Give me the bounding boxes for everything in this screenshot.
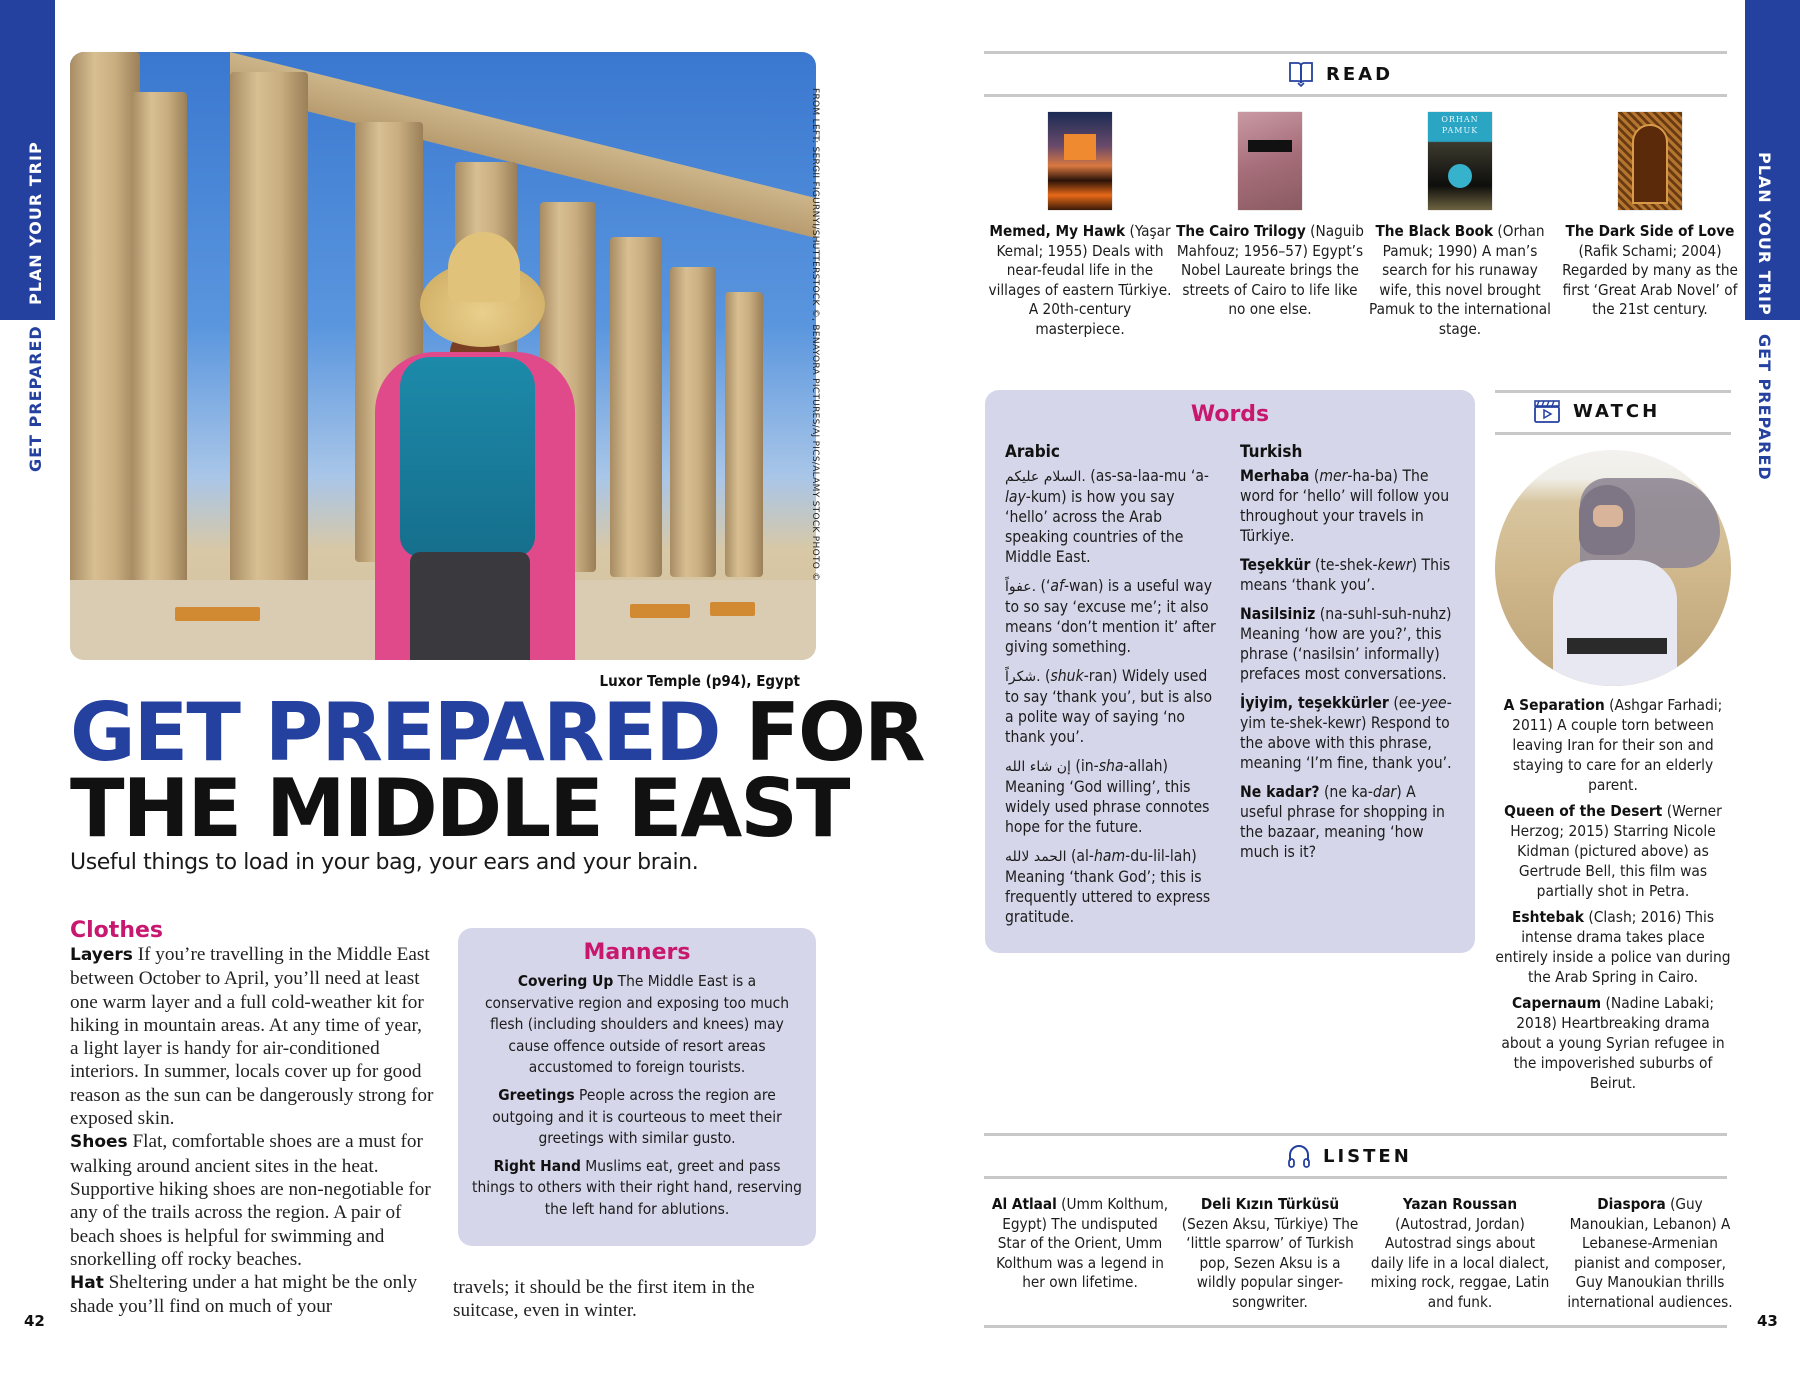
phrase-text: ) This means ‘thank you’. [1240, 556, 1451, 594]
book-desc: Regarded by many as the first ‘Great Arab Novel’ of the 21st century. [1562, 261, 1738, 319]
book-cover [1618, 112, 1682, 210]
manners-heading: Manners [583, 940, 691, 965]
clothes-term: Shoes [70, 1132, 128, 1153]
arabic-entries [1005, 466, 1220, 927]
album-item [1365, 1195, 1555, 1313]
watch-heading: WATCH [1573, 400, 1661, 422]
album-title: Diaspora [1597, 1195, 1666, 1213]
phrase-text: (as-sa-laa-mu ‘a- [1085, 467, 1209, 485]
phrase-stress: kewr [1377, 556, 1412, 574]
divider [984, 94, 1727, 97]
divider [984, 1133, 1727, 1136]
divider [984, 1325, 1727, 1328]
book-cover-text: ORHAN PAMUK [1441, 115, 1479, 135]
film-item [1495, 801, 1731, 901]
manners-text: People across the region are outgoing and it is courteous to meet their greetings with similar gusto. [492, 1085, 782, 1148]
turkish-column [1240, 442, 1462, 871]
phrase-text: (‘ [1036, 577, 1051, 595]
phrase-native: السلام عليكم. [1005, 469, 1086, 485]
clothes-term: Layers [70, 945, 133, 965]
phrase-native: شكراً. [1005, 669, 1041, 685]
film-title: A Separation [1503, 696, 1605, 714]
phrase-text: ) A useful phrase for shopping in the bazaar, meaning ‘how much is it? [1240, 783, 1445, 861]
phrase-text: -wan) is a useful way to so say ‘excuse me’; it also means ‘don’t mention it’ after giving something. [1005, 577, 1216, 656]
book-meta: (Naguib Mahfouz; 1956–57) [1176, 222, 1364, 260]
clothes-heading: Clothes [70, 918, 163, 943]
film-desc: (Ashgar Farhadi; 2011) A couple torn between leaving Iran for their son and staying to care for an elderly parent. [1512, 696, 1723, 794]
phrase-entry [1005, 466, 1220, 567]
divider [1495, 432, 1731, 435]
book-item [1365, 110, 1555, 340]
book-title: The Dark Side of Love [1565, 222, 1735, 240]
film-title: Capernaum [1511, 994, 1602, 1012]
clothes-text: Flat, comfortable shoes are a must for walking around ancient sites in the heat. Supportive hiking shoes are non-negotiable for any of the trails across the region. A pair of beach shoes is helpful for swimming and snorkelling off rocky beaches. [70, 1131, 431, 1270]
album-title: Deli Kızın Türküsü [1200, 1195, 1340, 1213]
manners-term: Right Hand [493, 1156, 581, 1175]
queen-of-the-desert-photo [1495, 450, 1731, 686]
photo-credit: FROM LEFT: SERGII FIGURNYI/SHUTTERSTOCK ©, BENAYORA PICTURES/AJ PICS/ALAMY STOCK PHOTO © [810, 88, 820, 582]
book-text [985, 222, 1175, 340]
clothes-item [70, 943, 435, 1130]
phrase-stress: yee [1421, 694, 1447, 712]
manners-item [472, 971, 802, 1079]
phrase-text: -kum) is how you say ‘hello’ across the Arab speaking countries of the Middle East. [1005, 488, 1184, 566]
book-desc: Egypt’s Nobel Laureate brings the streets of Cairo to life like no one else. [1181, 241, 1364, 319]
clapperboard-icon [1533, 398, 1561, 424]
title-line-2: THE MIDDLE EAST [70, 762, 849, 855]
manners-item [472, 1156, 802, 1221]
page-title [70, 686, 924, 855]
film-item [1495, 695, 1731, 795]
read-header [1288, 60, 1393, 88]
phrase-text: -ran) Widely used to say ‘thank you’, but is also a polite way of saying ‘no thank you’. [1005, 667, 1213, 746]
phrase-entry [1240, 555, 1462, 595]
album-title: Al Atlaal [991, 1195, 1057, 1213]
book-cover [1428, 112, 1492, 210]
phrase-text: (na-suhl-suh-nuhz) Meaning ‘how are you?’, this phrase (‘nasilsin’ informally) prefaces most conversations. [1240, 605, 1452, 683]
film-list [1495, 695, 1731, 1099]
phrase-stress: lay [1005, 488, 1026, 506]
page-number-right: 43 [1757, 1312, 1778, 1330]
book-title: Memed, My Hawk [989, 222, 1126, 240]
phrase-entry [1240, 466, 1462, 546]
book-text [1365, 222, 1555, 340]
turkish-heading: Turkish [1240, 442, 1303, 462]
arabic-column [1005, 442, 1220, 936]
divider [984, 1176, 1727, 1179]
luxor-temple-photo [70, 52, 816, 660]
manners-box [458, 928, 816, 1246]
phrase-stress: af [1050, 577, 1064, 595]
phrase-entry [1240, 604, 1462, 684]
book-title: The Black Book [1375, 222, 1494, 240]
album-item [1175, 1195, 1365, 1313]
phrase-stress: ham [1093, 847, 1126, 865]
album-desc: (Autostrad, Jordan) Autostrad sings about daily life in a local dialect, mixing rock, reggae, Latin and funk. [1370, 1214, 1550, 1311]
chapter-tab-label-right: GET PREPARED [1755, 334, 1774, 481]
words-heading: Words [1190, 402, 1270, 427]
album-title: Yazan Roussan [1402, 1195, 1518, 1213]
phrase-native: عفواً. [1005, 579, 1037, 595]
phrase-text: -du-lil-lah) Meaning ‘thank God’; this is frequently uttered to express gratitude. [1005, 847, 1211, 926]
turkish-entries [1240, 466, 1462, 862]
phrase-text: ( [1309, 467, 1320, 485]
film-title: Eshtebak [1511, 908, 1584, 926]
phrase-entry [1240, 693, 1462, 773]
phrase-native: الحمد لالله [1005, 849, 1067, 865]
phrase-term: Merhaba [1240, 467, 1310, 485]
book-icon [1288, 60, 1314, 88]
listen-heading: LISTEN [1323, 1145, 1412, 1167]
phrase-entry [1005, 756, 1220, 837]
film-item [1495, 993, 1731, 1093]
book-meta: (Rafik Schami; 2004) [1578, 241, 1722, 260]
page-subtitle: Useful things to load in your bag, your ears and your brain. [70, 850, 699, 875]
phrase-stress: shuk [1050, 667, 1084, 685]
clothes-body [70, 943, 435, 1319]
book-list [985, 110, 1745, 340]
clothes-term: Hat [70, 1273, 104, 1294]
clothes-item [70, 1130, 435, 1271]
film-entries [1495, 695, 1731, 1093]
words-box [985, 390, 1475, 953]
phrase-text: ( [1040, 667, 1051, 685]
phrase-term: Ne kadar? [1240, 783, 1320, 801]
phrase-entry [1005, 666, 1220, 747]
phrase-entry [1005, 576, 1220, 657]
divider [984, 51, 1727, 54]
headphones-icon [1287, 1143, 1311, 1169]
clothes-text: If you’re travelling in the Middle East between October to April, you’ll need at least one warm layer and a full cold-weather kit for hiking in mountain areas. At any time of year, a light layer is handy for air-conditioned interiors. In summer, locals cover up for good reason as the sun can be dangerously strong for exposed skin. [70, 944, 434, 1130]
clothes-item [70, 1271, 435, 1319]
phrase-native: إن شاء الله [1005, 759, 1071, 775]
phrase-term: Nasilsiniz [1240, 605, 1316, 623]
section-tab-label-right: PLAN YOUR TRIP [1755, 152, 1774, 316]
book-text [1175, 222, 1365, 320]
manners-body [472, 971, 802, 1221]
film-title: Queen of the Desert [1504, 802, 1663, 820]
album-desc: (Guy Manoukian, Lebanon) A Lebanese-Armenian pianist and composer, Guy Manoukian thrills international audiences. [1567, 1195, 1733, 1311]
section-tab-left [0, 0, 55, 320]
phrase-text: (in- [1070, 757, 1099, 775]
title-accent: GET PREPARED [70, 686, 720, 779]
book-item [985, 110, 1175, 340]
chapter-tab-label-left: GET PREPARED [26, 325, 45, 472]
album-item [985, 1195, 1175, 1313]
phrase-text: (ne ka- [1319, 783, 1373, 801]
book-desc: Deals with near-feudal life in the villages of eastern Türkiye. A 20th-century masterpiece. [988, 241, 1172, 338]
phrase-text: -allah) Meaning ‘God willing’, this widely used phrase connotes hope for the future. [1005, 757, 1210, 836]
book-title: The Cairo Trilogy [1176, 222, 1306, 240]
book-desc: A man’s search for his runaway wife, this novel brought Pamuk to the international stage. [1369, 241, 1551, 338]
phrase-text: -ha-ba) The word for ‘hello’ will follow you throughout your travels in Türkiye. [1240, 467, 1450, 545]
film-desc: (Werner Herzog; 2015) Starring Nicole Kidman (pictured above) as Gertrude Bell, this film was partially shot in Petra. [1510, 802, 1722, 900]
book-meta: (Orhan Pamuk; 1990) [1382, 222, 1545, 260]
clothes-text: Sheltering under a hat might be the only shade you’ll find on much of your [70, 1272, 418, 1318]
page-number-left: 42 [24, 1312, 45, 1330]
album-desc: (Umm Kolthum, Egypt) The undisputed Star of the Orient, Umm Kolthum was a legend in her own lifetime. [996, 1195, 1169, 1292]
phrase-term: İyiyim, teşekkürler [1240, 694, 1389, 712]
manners-item [472, 1085, 802, 1150]
book-meta: (Yaşar Kemal; 1955) [996, 222, 1171, 260]
phrase-stress: mer [1319, 467, 1348, 485]
phrase-text: -yim te-shek-kewr) Respond to the above with this phrase, meaning ‘I’m fine, thank you’. [1240, 694, 1452, 772]
book-item [1555, 110, 1745, 340]
listen-header [1287, 1143, 1412, 1169]
section-tab-label: PLAN YOUR TRIP [26, 141, 45, 305]
clothes-section [70, 918, 435, 1319]
photo-caption: Luxor Temple (p94), Egypt [599, 672, 800, 690]
manners-term: Greetings [498, 1085, 575, 1104]
title-rest: FOR [719, 686, 924, 779]
book-cover [1048, 112, 1112, 210]
book-text [1555, 222, 1745, 320]
phrase-text: (al- [1066, 847, 1094, 865]
arabic-heading: Arabic [1005, 442, 1060, 462]
album-item [1555, 1195, 1745, 1313]
manners-term: Covering Up [517, 972, 614, 990]
phrase-entry [1240, 782, 1462, 862]
phrase-term: Teşekkür [1240, 556, 1311, 574]
phrase-stress: sha [1098, 757, 1124, 775]
read-heading: READ [1326, 63, 1394, 85]
clothes-continuation: travels; it should be the first item in the suitcase, even in winter. [453, 1277, 755, 1322]
watch-header [1533, 398, 1660, 424]
manners-text: The Middle East is a conservative region and exposing too much flesh (including shoulders and knees) may cause offence outside of resort areas accustomed to foreign tourists. [484, 972, 790, 1077]
book-cover [1238, 112, 1302, 210]
film-desc: (Nadine Labaki; 2018) Heartbreaking drama about a young Syrian refugee in the impoverished suburbs of Beirut. [1501, 994, 1725, 1092]
phrase-entry [1005, 846, 1220, 927]
book-item [1175, 110, 1365, 340]
phrase-text: (ee- [1388, 694, 1422, 712]
divider [1495, 390, 1731, 393]
manners-text: Muslims eat, greet and pass things to others with their right hand, reserving the left hand for ablutions. [472, 1156, 802, 1218]
album-desc: (Sezen Aksu, Türkiye) The ‘little sparrow’ of Turkish pop, Sezen Aksu is a wildly popular singer-songwriter. [1181, 1214, 1359, 1311]
film-item [1495, 907, 1731, 987]
album-list [985, 1195, 1745, 1313]
phrase-text: (te-shek- [1310, 556, 1378, 574]
phrase-stress: dar [1372, 783, 1397, 801]
film-desc: (Clash; 2016) This intense drama takes place entirely inside a police van during the Arab Spring in Cairo. [1495, 908, 1731, 986]
